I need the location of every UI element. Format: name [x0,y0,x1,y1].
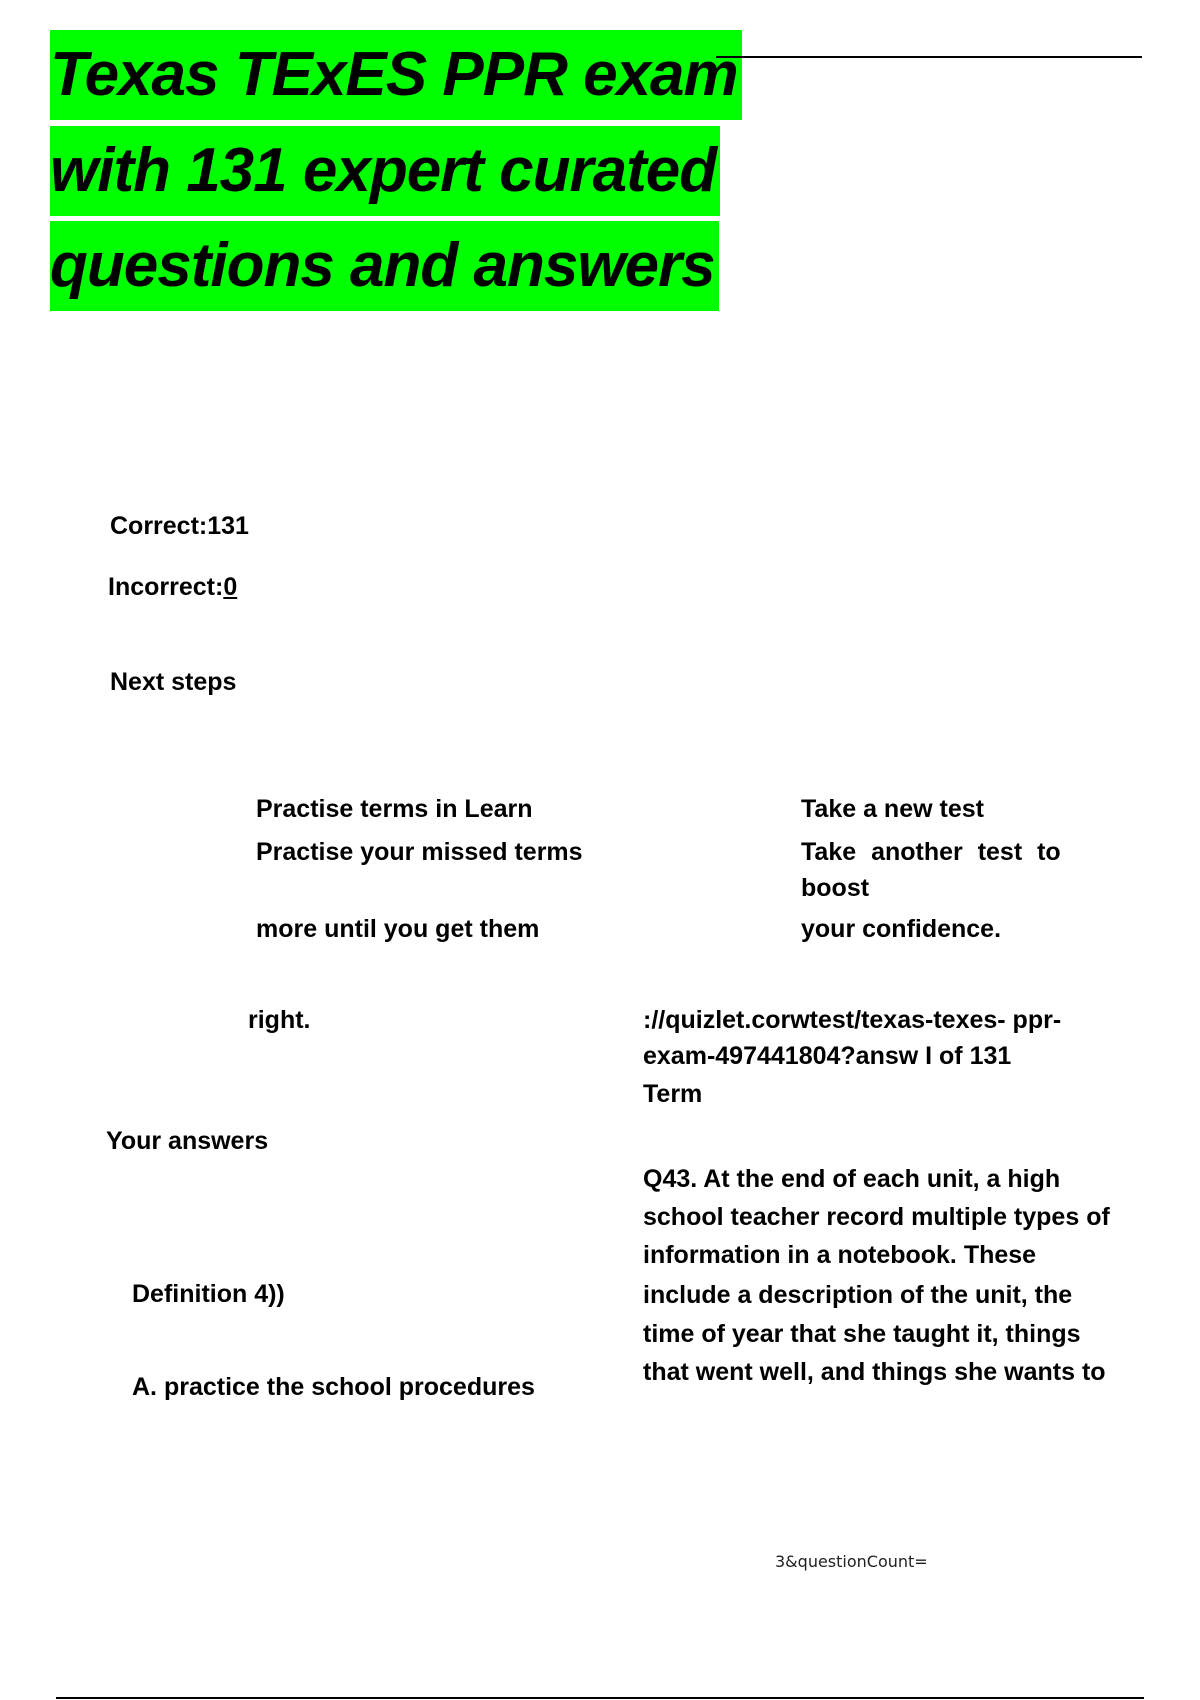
take-another-test-boost: boost [801,874,870,902]
question-line-5: time of year that she taught it, things [643,1320,1081,1348]
incorrect-line [108,568,237,606]
correct-line [110,507,249,545]
title-line-1: Texas TExES PPR exam [50,30,742,120]
footer-rule [56,1697,1144,1699]
definition-label: Definition 4)) [132,1280,285,1308]
incorrect-value: 0 [223,573,238,601]
answer-option-a[interactable]: A. practice the school procedures [132,1373,535,1401]
take-new-test-link[interactable]: Take a new test [801,795,984,823]
practise-missed-terms-cont: more until you get them [256,915,540,943]
question-line-1: Q43. At the end of each unit, a high [643,1165,1061,1193]
next-steps-heading: Next steps [110,668,237,696]
your-answers-heading: Your answers [106,1127,269,1155]
url-fragment: 3&questionCount= [775,1552,928,1571]
practise-learn-link[interactable]: Practise terms in Learn [256,795,533,823]
question-line-2: school teacher record multiple types of [643,1203,1110,1231]
title-line-3: questions and answers [50,221,719,311]
practise-missed-terms[interactable]: Practise your missed terms [256,838,583,866]
take-another-test[interactable]: Take another test to [801,838,1061,866]
header-rule [716,56,1142,58]
term-label: Term [643,1080,703,1108]
url-line-2: exam-497441804?answ I of 131 [643,1042,1012,1070]
practise-missed-terms-end: right. [248,1006,311,1034]
incorrect-label: Incorrect: [108,573,224,601]
correct-value: 131 [207,512,249,540]
url-line-1: ://quizlet.corwtest/texas-texes- ppr- [643,1006,1062,1034]
take-another-test-confidence: your confidence. [801,915,1002,943]
correct-label: Correct: [110,512,208,540]
question-line-3: information in a notebook. These [643,1241,1037,1269]
question-line-4: include a description of the unit, the [643,1281,1073,1309]
question-line-6: that went well, and things she wants to [643,1358,1106,1386]
title-line-2: with 131 expert curated [50,126,720,216]
